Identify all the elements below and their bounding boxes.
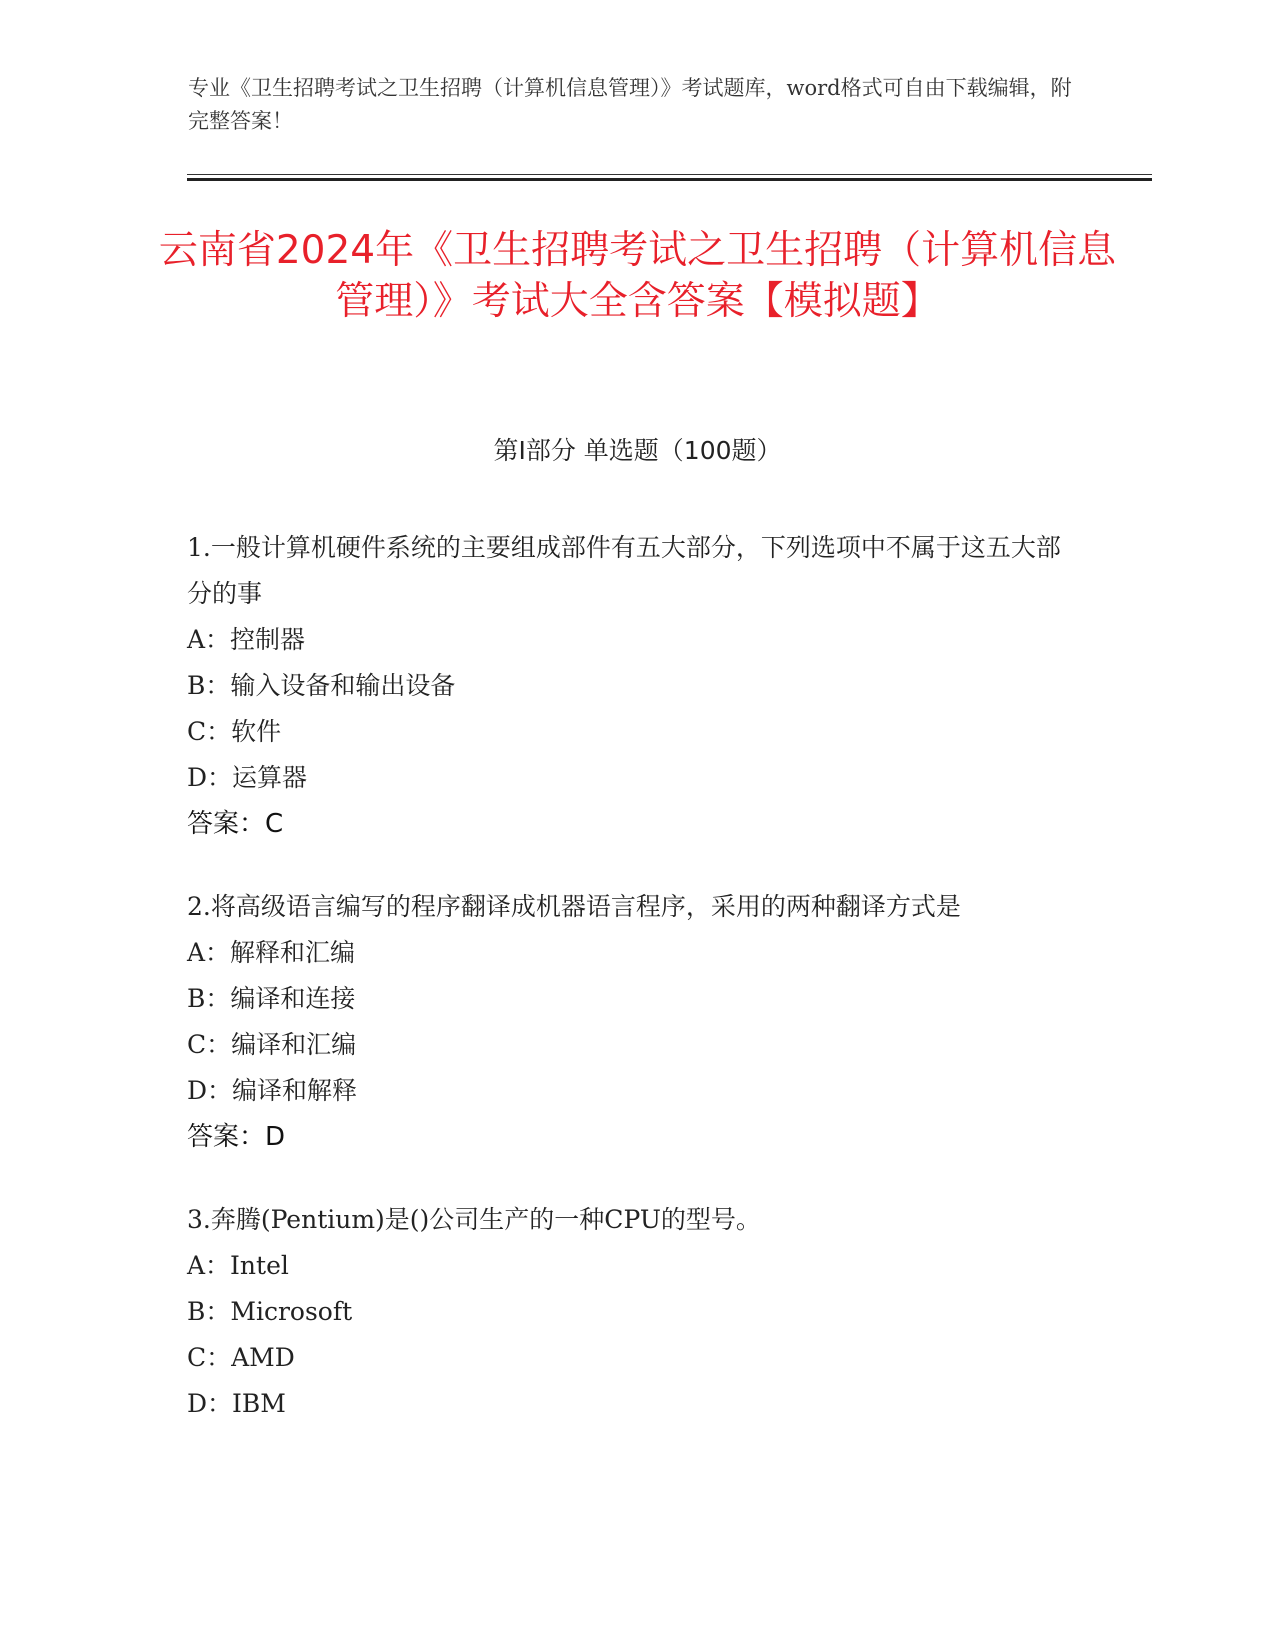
header-rule-thick (187, 178, 1152, 181)
answer: 答案：C (187, 809, 284, 839)
option-a: A：解释和汇编 (187, 938, 356, 967)
header-rule-thin (187, 174, 1152, 175)
question-1 (187, 525, 1067, 847)
option-c: C：软件 (187, 717, 282, 746)
question-list (187, 525, 1067, 1464)
question-stem: 2.将高级语言编写的程序翻译成机器语言程序，采用的两种翻译方式是 (187, 892, 961, 921)
question-3 (187, 1197, 1067, 1427)
section-title: 第I部分 单选题（100题） (493, 436, 782, 465)
header-note: 专业《卫生招聘考试之卫生招聘（计算机信息管理）》考试题库，word格式可自由下载编辑，附完整答案！ (188, 76, 1072, 133)
question-stem: 3.奔腾(Pentium)是()公司生产的一种CPU的型号。 (187, 1205, 761, 1234)
question-stem: 1.一般计算机硬件系统的主要组成部件有五大部分，下列选项中不属于这五大部分的事 (187, 533, 1061, 608)
option-a: A：Intel (187, 1251, 289, 1280)
option-d: D：IBM (187, 1389, 286, 1418)
document-title: 云南省2024年《卫生招聘考试之卫生招聘（计算机信息管理）》考试大全含答案【模拟题】 (158, 228, 1117, 324)
option-a: A：控制器 (187, 625, 306, 654)
option-d: D：编译和解释 (187, 1076, 358, 1105)
option-b: B：编译和连接 (187, 984, 356, 1013)
question-2 (187, 884, 1067, 1160)
answer: 答案：D (187, 1122, 286, 1152)
option-b: B：Microsoft (187, 1297, 353, 1326)
option-c: C：编译和汇编 (187, 1030, 357, 1059)
option-c: C：AMD (187, 1343, 295, 1372)
option-d: D：运算器 (187, 763, 308, 792)
option-b: B：输入设备和输出设备 (187, 671, 456, 700)
